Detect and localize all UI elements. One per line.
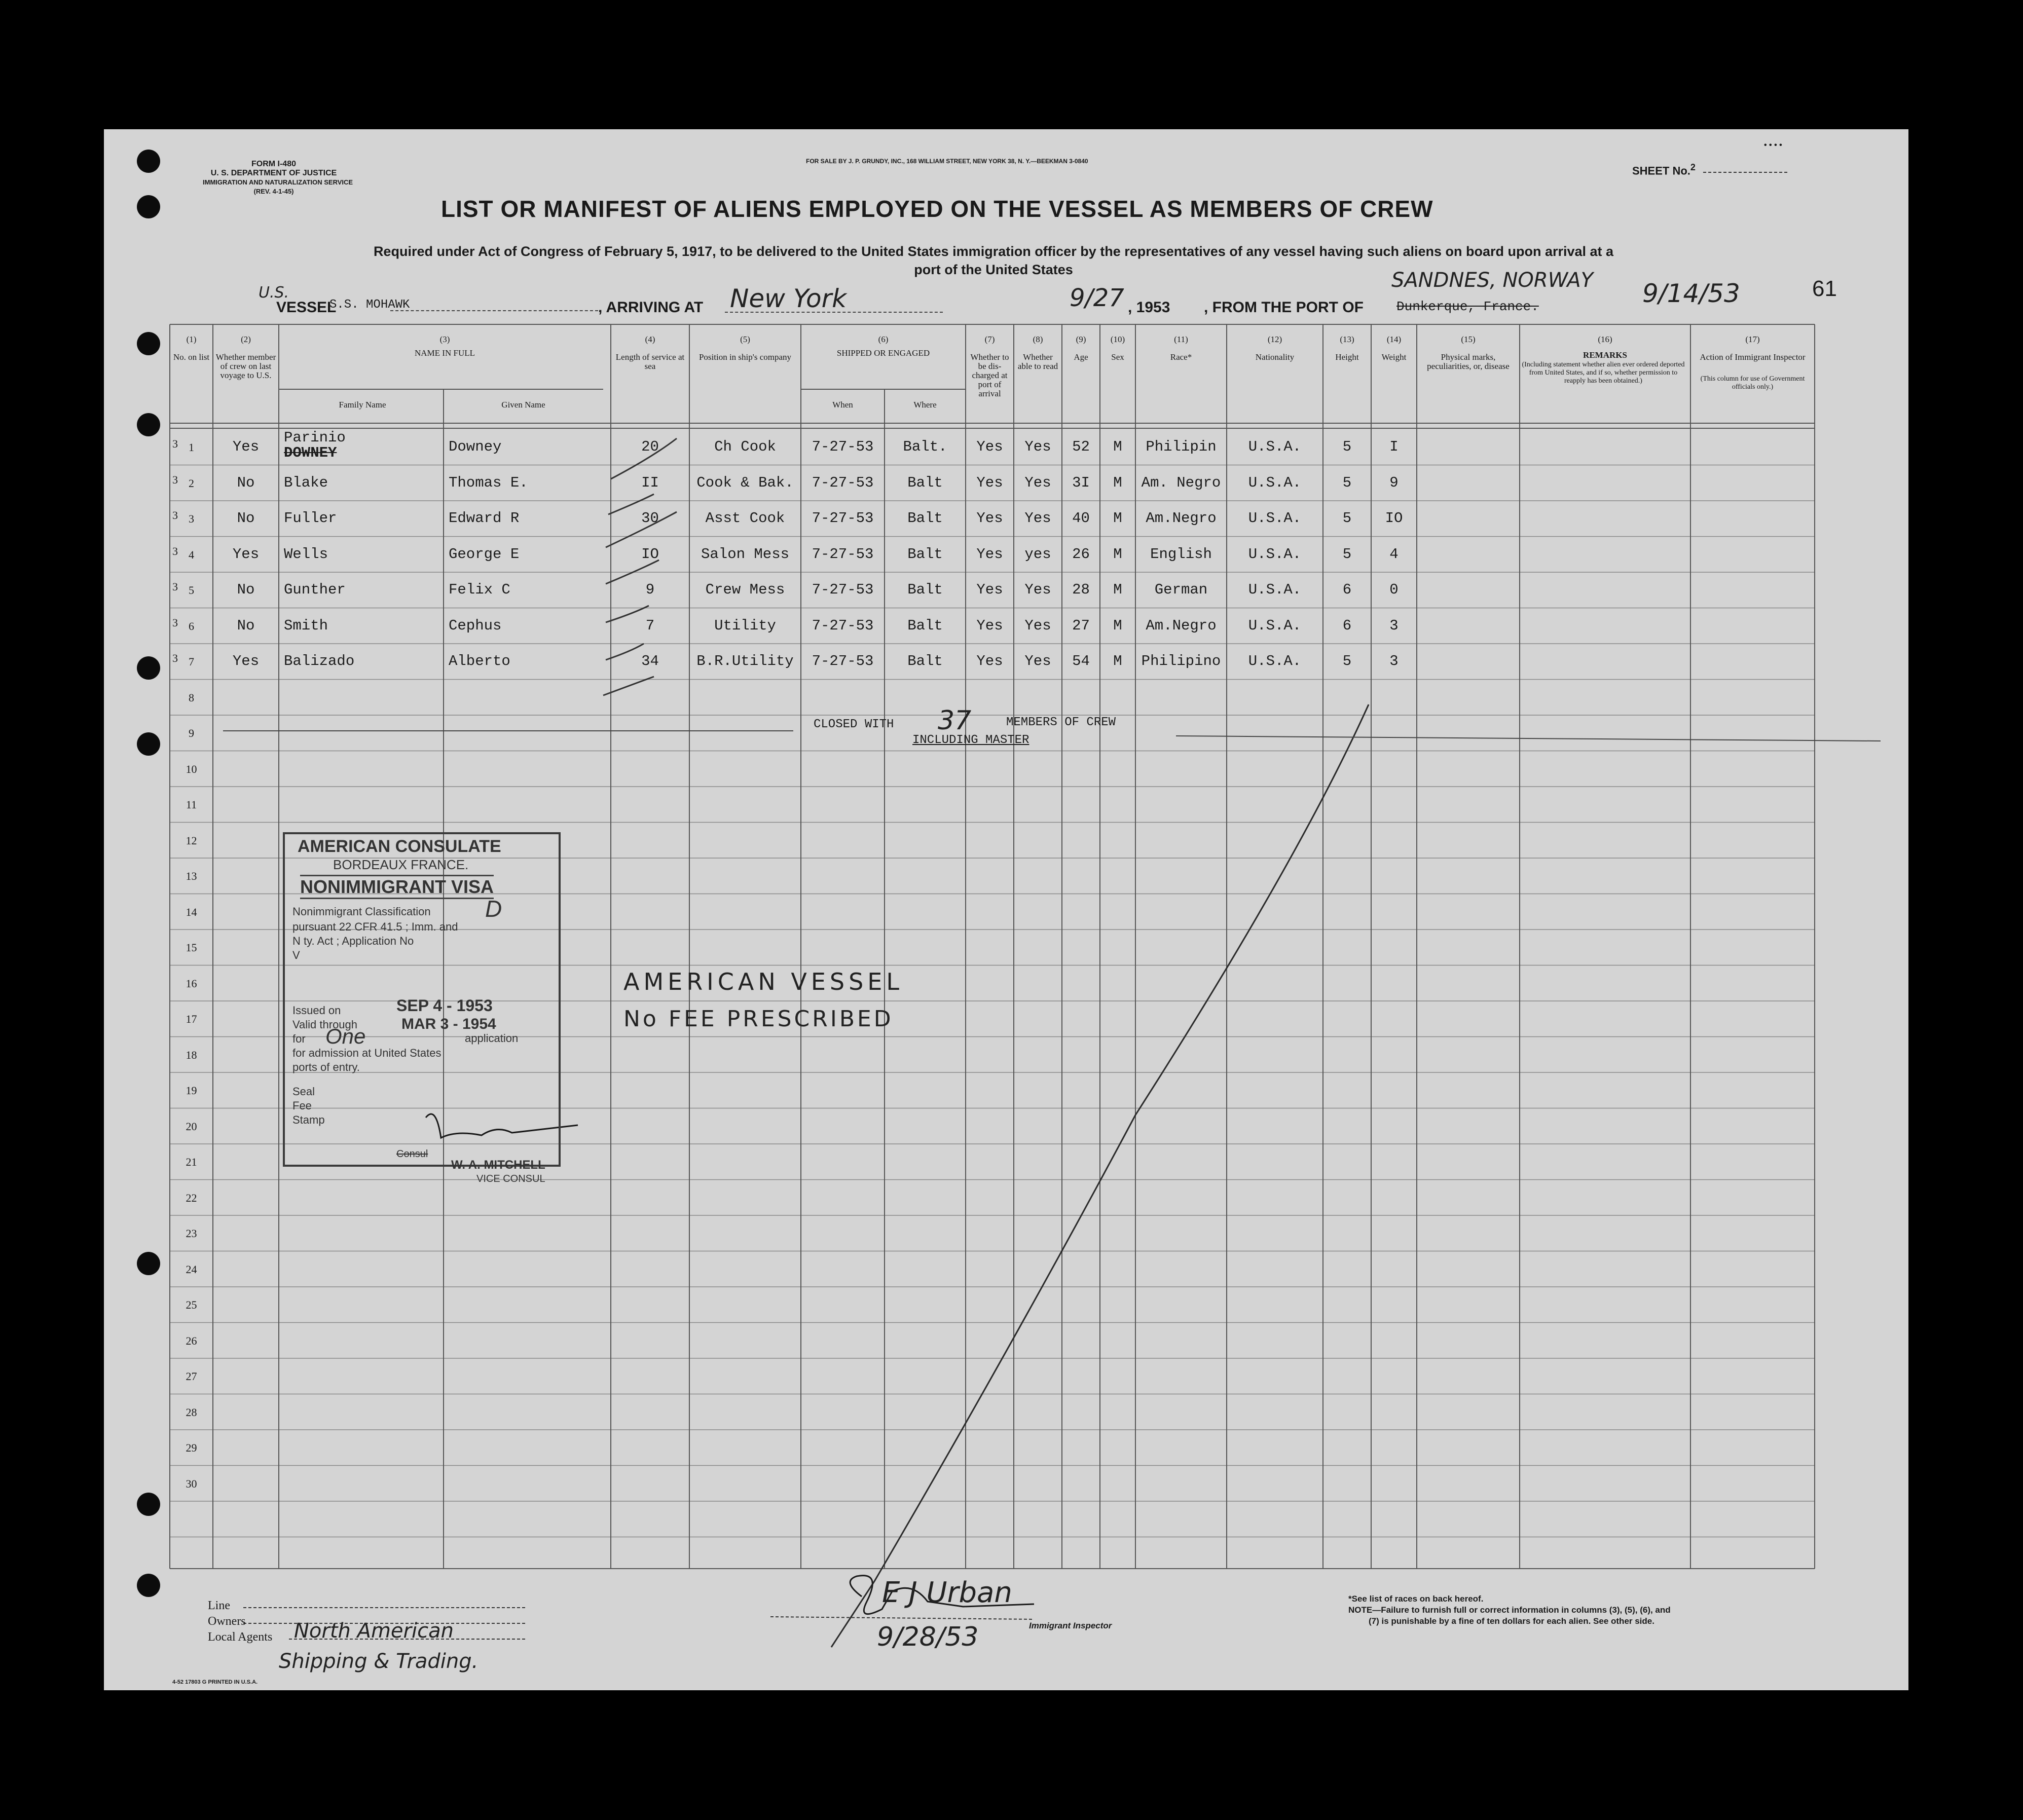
department: U. S. DEPARTMENT OF JUSTICE [210,169,337,177]
cell-weight: IO [1385,510,1403,527]
closing-line2: INCLUDING MASTER [912,733,1029,747]
inspector-signature: E J Urban [882,1576,1012,1609]
cell-service: 34 [641,653,659,670]
stamp-classification: Nonimmigrant Classification [292,905,431,918]
stamp-for: for [292,1032,306,1045]
column-label: Age [1074,352,1088,362]
cell-family: Gunther [284,581,346,598]
cell-race: Am. Negro [1141,474,1221,491]
cell-height: 5 [1342,653,1352,670]
cell-where: Balt [907,545,943,563]
stamp-admission: for admission at United States [292,1047,442,1059]
form-number: FORM I-480 [251,160,296,168]
row-number: 25 [186,1298,197,1311]
cell-member: No [237,617,255,634]
arriving-label: , ARRIVING AT [598,299,704,316]
cell-sex: M [1113,581,1122,598]
column-number: (17) [1745,335,1760,344]
cell-nationality: U.S.A. [1248,545,1302,563]
stamp-vice-consul: VICE CONSUL [476,1173,545,1184]
cell-where: Balt [907,510,943,527]
remarks-note: (Including statement whether alien ever ordered deported from United States, and if so, whether permission to reapply has been obtained.) [1522,361,1685,385]
cell-race: German [1154,581,1208,598]
cell-age: 52 [1072,438,1090,455]
cell-sex: M [1113,617,1122,634]
cell-family: Balizado [284,653,355,670]
arriving-port: New York [730,284,847,313]
row-prefix: 3 [172,509,178,522]
year-label [1128,299,1170,316]
column-label: Position in ship's company [698,352,792,362]
row-prefix: 3 [172,544,178,558]
cell-race: Am.Negro [1146,617,1217,634]
consulate-visa-stamp [283,832,561,1167]
column-number: (7) [984,335,995,344]
cell-sex: M [1113,653,1122,670]
cell-family: Blake [284,474,328,491]
cell-sex: M [1113,510,1122,527]
column-number: (14) [1386,335,1402,344]
cell-nationality: U.S.A. [1248,617,1302,634]
row-number: 26 [186,1334,197,1347]
column-label: Sex [1111,352,1124,362]
stamp-cfr: pursuant 22 CFR 41.5 ; Imm. and [292,920,458,933]
where-header: Where [913,400,937,410]
cell-given: Downey [449,438,502,455]
row-prefix: 3 [172,473,178,486]
stamp-valid: Valid through [292,1018,358,1031]
column-number: (16) [1598,335,1612,344]
row-number: 9 [189,727,194,739]
cell-age: 3I [1072,474,1090,491]
cell-given: Edward R [449,510,520,527]
cell-no: 5 [189,584,194,597]
cell-no: 3 [189,512,194,525]
cell-discharged: Yes [976,438,1003,455]
stamp-date-valid: MAR 3 - 1954 [401,1016,496,1032]
cell-height: 5 [1342,510,1352,527]
vessel-label: VESSEL [276,299,337,316]
row-number: 15 [186,941,197,954]
column-label: Action of Immigrant Inspector [1700,352,1806,362]
action-note: (This column for use of Government officials only.) [1700,375,1805,391]
vessel-name: S.S. MOHAWK [329,298,410,312]
stamp-stamp: Stamp [292,1113,325,1126]
cell-family: Wells [284,545,328,563]
column-number: (1) [186,335,197,344]
cell-position: Asst Cook [705,510,785,527]
annotation-vessel: AMERICAN VESSEL [623,968,903,995]
cell-position: Ch Cook [714,438,776,455]
cell-service: 20 [641,438,659,455]
stamp-one: One [325,1024,366,1048]
cell-service: 9 [645,581,655,598]
row-number: 29 [186,1441,197,1454]
column-label: Physical marks, peculiarities, or, disease [1427,352,1510,371]
annotation-fee: No FEE PRESCRIBED [623,1006,894,1032]
cell-read: Yes [1024,438,1051,455]
cell-discharged: Yes [976,617,1003,634]
cell-no: 1 [189,441,194,454]
page-title: LIST OR MANIFEST OF ALIENS EMPLOYED ON THE VESSEL AS MEMBERS OF CREW [441,196,1433,222]
cell-read: Yes [1024,653,1051,670]
agents-hand-1: North American [294,1619,454,1643]
cell-service: IO [641,545,659,563]
row-number: 14 [186,905,197,918]
row-number: 16 [186,977,197,990]
year-prefix: , 19 [1128,299,1154,316]
cell-no: 4 [189,548,194,561]
vendor-line: FOR SALE BY J. P. GRUNDY, INC., 168 WILLIAM STREET, NEW YORK 38, N. Y.—BEEKMAN 3-0840 [806,158,1088,165]
cell-where: Balt [907,617,943,634]
subtitle-line2: port of the United States [914,262,1073,277]
cell-read: Yes [1024,510,1051,527]
revision: (REV. 4-1-45) [253,188,294,195]
cell-weight: 4 [1389,545,1399,563]
column-label: Nationality [1255,352,1295,362]
cell-position: B.R.Utility [696,653,794,670]
cell-position: Utility [714,617,776,634]
sheet-label: SHEET No. [1632,164,1690,177]
stamp-visa: NONIMMIGRANT VISA [300,875,494,899]
cell-given: Felix C [449,581,510,598]
cell-member: Yes [232,545,260,563]
cell-race: Philipino [1141,653,1221,670]
row-prefix: 3 [172,580,178,593]
stamp-consul-name: W. A. MITCHELL [451,1158,545,1172]
cell-where: Balt [907,581,943,598]
departure-date: 9/14/53 [1642,279,1740,308]
port-handwritten: SANDNES, NORWAY [1391,269,1594,292]
cell-height: 5 [1342,474,1352,491]
column-number: (13) [1340,335,1354,344]
cell-age: 27 [1072,617,1090,634]
cell-member: No [237,581,255,598]
cell-height: 6 [1342,617,1352,634]
row-number: 28 [186,1405,197,1419]
cell-read: yes [1024,545,1051,563]
row-prefix: 3 [172,437,178,450]
cell-when: 7-27-53 [812,545,874,563]
row-number: 8 [189,691,194,704]
cell-discharged: Yes [976,653,1003,670]
row-number: 13 [186,870,197,882]
row-number: 10 [186,762,197,775]
cell-sex: M [1113,438,1122,455]
cell-family: Fuller [284,510,337,527]
column-number: (10) [1110,335,1125,344]
cell-member: Yes [232,438,260,455]
column-label: Race* [1170,352,1192,362]
cell-race: Philipin [1146,438,1217,455]
cell-race: English [1150,545,1212,563]
cell-age: 28 [1072,581,1090,598]
inspection-date: 9/28/53 [877,1622,979,1652]
column-label: Weight [1381,352,1407,362]
column-label: NAME IN FULL [415,348,475,358]
cell-service: 7 [645,617,655,634]
column-number: (4) [645,335,655,344]
cell-read: Yes [1024,581,1051,598]
cell-discharged: Yes [976,545,1003,563]
column-label: SHIPPED OR ENGAGED [836,348,930,358]
cell-where: Balt. [903,438,947,455]
stamp-issued: Issued on [292,1004,341,1017]
cell-age: 40 [1072,510,1090,527]
column-label: Whether to be dis- charged at port of arrival [970,352,1009,398]
row-number: 27 [186,1370,197,1383]
given-name-header: Given Name [501,400,545,410]
cell-nationality: U.S.A. [1248,474,1302,491]
note-line1: NOTE—Failure to furnish full or correct information in columns (3), (5), (6), and [1348,1605,1671,1615]
column-label: No. on list [173,352,210,362]
inspector-label: Immigrant Inspector [1029,1621,1112,1630]
cell-when: 7-27-53 [812,581,874,598]
column-label: Height [1335,352,1359,362]
cell-where: Balt [907,474,943,491]
cell-race: Am.Negro [1146,510,1217,527]
stamp-consulate: AMERICAN CONSULATE [298,837,501,856]
column-label: Whether able to read [1017,352,1058,371]
cell-service: II [641,474,659,491]
cell-nationality: U.S.A. [1248,653,1302,670]
cell-when: 7-27-53 [812,617,874,634]
column-number: (8) [1033,335,1043,344]
stamp-consul-line: Consul [396,1148,428,1160]
cell-given: Thomas E. [449,474,528,491]
from-label: , FROM THE PORT OF [1204,299,1364,316]
sheet-number [1632,162,1696,177]
column-number: (9) [1076,335,1086,344]
cell-discharged: Yes [976,474,1003,491]
vessel-underline [390,310,598,311]
column-label: Length of service at sea [615,352,685,371]
cell-height: 5 [1342,545,1352,563]
port-typed: Dunkerque, France. [1396,299,1539,314]
owners-label: Owners [208,1615,246,1628]
cell-family: Smith [284,617,328,634]
closing-pre: CLOSED WITH [814,718,894,731]
cell-given: Cephus [449,617,502,634]
when-header: When [832,400,853,410]
page-number: 61 [1812,276,1837,301]
printer-line: 4-52 17803 G PRINTED IN U.S.A. [172,1679,258,1685]
cell-no: 2 [189,476,194,490]
cell-no: 7 [189,655,194,668]
stamp-city: BORDEAUX FRANCE. [333,857,469,872]
form-header [203,160,353,196]
cell-age: 54 [1072,653,1090,670]
stamp-application: N ty. Act ; Application No [292,935,414,947]
cell-age: 26 [1072,545,1090,563]
stamp-fee: Fee [292,1099,312,1112]
closing-count: 37 [938,705,972,736]
cell-nationality: U.S.A. [1248,438,1302,455]
column-number: (2) [241,335,251,344]
closing-post: MEMBERS OF CREW [1006,716,1116,729]
stamp-seal: Seal [292,1085,315,1098]
cell-given: Alberto [449,653,510,670]
line-label: Line [208,1599,230,1612]
stamp-class-value: D [485,896,502,922]
row-number: 12 [186,834,197,847]
year-value: 53 [1153,299,1170,316]
cell-service: 30 [641,510,659,527]
arrival-date: 9/27 [1070,284,1124,312]
cell-where: Balt [907,653,943,670]
column-number: (5) [740,335,750,344]
row-number: 11 [186,798,197,811]
column-number: (15) [1461,335,1476,344]
cell-when: 7-27-53 [812,653,874,670]
cell-discharged: Yes [976,510,1003,527]
cell-weight: 3 [1389,653,1399,670]
cell-no: 6 [189,619,194,633]
cell-nationality: U.S.A. [1248,510,1302,527]
row-number: 30 [186,1477,197,1490]
cell-position: Crew Mess [705,581,785,598]
column-label: Whether member of crew on last voyage to U.S. [215,352,276,380]
arriving-underline [725,312,943,313]
row-prefix: 3 [172,652,178,664]
cell-position: Cook & Bak. [696,474,794,491]
cell-discharged: Yes [976,581,1003,598]
cell-height: 5 [1342,438,1352,455]
cell-member: No [237,510,255,527]
subtitle-line1: Required under Act of Congress of February 5, 1917, to be delivered to the United States immigration officer by the representatives of any vessel having such aliens on board upon arrival at a [373,244,1614,259]
column-number: (12) [1267,335,1282,344]
column-label: REMARKS [1583,350,1627,360]
stamp-app: application [465,1032,519,1045]
cell-weight: I [1389,438,1399,455]
cell-sex: M [1113,474,1122,491]
row-number: 22 [186,1191,197,1204]
cell-member: No [237,474,255,491]
row-number: 19 [186,1084,197,1097]
cell-family: Parinio [284,429,346,446]
row-prefix: 3 [172,616,178,629]
cell-given: George E [449,545,520,563]
races-note: *See list of races on back hereof. [1348,1594,1484,1604]
row-number: 24 [186,1262,197,1276]
cell-sex: M [1113,545,1122,563]
cell-when: 7-27-53 [812,438,874,455]
row-number: 18 [186,1048,197,1061]
column-number: (11) [1174,335,1188,344]
row-number: 20 [186,1120,197,1133]
cell-read: Yes [1024,474,1051,491]
sheet-value: 2 [1690,162,1696,172]
column-number: (3) [439,335,450,344]
cell-when: 7-27-53 [812,510,874,527]
cell-weight: 0 [1389,581,1399,598]
cell-weight: 9 [1389,474,1399,491]
cell-nationality: U.S.A. [1248,581,1302,598]
cell-height: 6 [1342,581,1352,598]
row-number: 21 [186,1156,197,1168]
note-line2: (7) is punishable by a fine of ten dollars for each alien. See other side. [1369,1616,1654,1626]
stamp-date-issued: SEP 4 - 1953 [396,996,493,1015]
cell-when: 7-27-53 [812,474,874,491]
agents-hand-2: Shipping & Trading. [279,1650,479,1673]
cell-member: Yes [232,653,260,670]
agents-label: Local Agents [208,1630,273,1644]
row-number: 23 [186,1227,197,1240]
service: IMMIGRATION AND NATURALIZATION SERVICE [203,178,353,186]
stamp-v: V [292,949,300,961]
family-name-header: Family Name [339,400,386,410]
stamp-ports: ports of entry. [292,1061,360,1073]
us-mark: U.S. [259,284,289,302]
cell-weight: 3 [1389,617,1399,634]
cell-position: Salon Mess [701,545,790,563]
cell-read: Yes [1024,617,1051,634]
top-dots: • • • • [1764,141,1782,150]
row-number: 17 [186,1013,197,1025]
cell-family-struck: DOWNEY [284,444,337,461]
column-number: (6) [878,335,889,344]
